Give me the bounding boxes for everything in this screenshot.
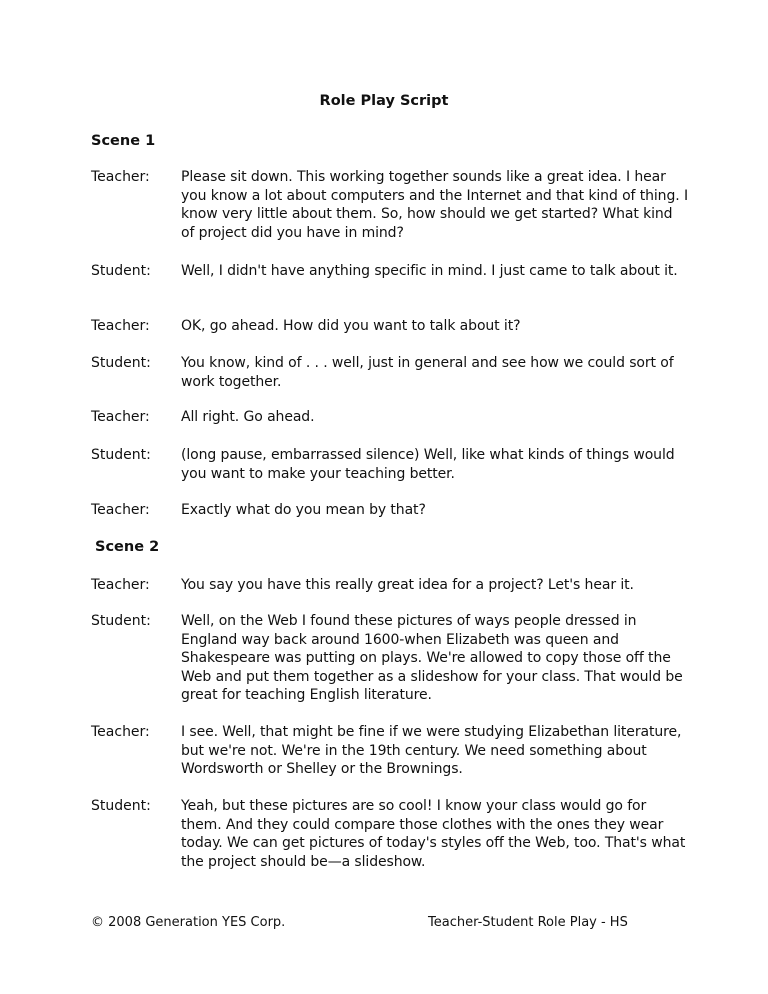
speaker-label: Teacher: bbox=[91, 409, 150, 425]
footer-document-label: Teacher-Student Role Play - HS bbox=[428, 915, 628, 930]
speaker-label: Student: bbox=[91, 263, 151, 279]
speech-text: (long pause, embarrassed silence) Well, like what kinds of things would you want to make your teaching better. bbox=[181, 447, 675, 482]
speech-text: I see. Well, that might be fine if we were studying Elizabethan literature, but we're not. We're in the 19th century. We need something about Wordsworth or Shelley or the Brownings. bbox=[181, 724, 682, 777]
speaker-label: Teacher: bbox=[91, 318, 150, 334]
speaker-label: Student: bbox=[91, 798, 151, 814]
speech-text: You know, kind of . . . well, just in general and see how we could sort of work together. bbox=[181, 355, 674, 390]
speech-text: OK, go ahead. How did you want to talk about it? bbox=[181, 318, 521, 334]
speech-text: Well, on the Web I found these pictures of ways people dressed in England way back around 1600-when Elizabeth was queen and Shakespeare was putting on plays. We're allowed to copy those off the Web and put them together as a slideshow for your class. That would be great for teaching English literature. bbox=[181, 613, 683, 703]
speaker-label: Teacher: bbox=[91, 577, 150, 593]
speaker-label: Student: bbox=[91, 613, 151, 629]
scene-1-heading: Scene 1 bbox=[91, 133, 156, 149]
speaker-label: Teacher: bbox=[91, 724, 150, 740]
speech-text: Please sit down. This working together sounds like a great idea. I hear you know a lot about computers and the Internet and that kind of thing. I know very little about them. So, how should we get started? What kind of project did you have in mind? bbox=[181, 169, 688, 241]
speech-text: You say you have this really great idea for a project? Let's hear it. bbox=[181, 577, 634, 593]
speech-text: Exactly what do you mean by that? bbox=[181, 502, 426, 518]
speaker-label: Student: bbox=[91, 355, 151, 371]
scene-2-heading: Scene 2 bbox=[95, 539, 160, 555]
speech-text: All right. Go ahead. bbox=[181, 409, 315, 425]
speaker-label: Teacher: bbox=[91, 169, 150, 185]
speaker-label: Teacher: bbox=[91, 502, 150, 518]
footer-copyright: © 2008 Generation YES Corp. bbox=[91, 915, 286, 930]
speaker-label: Student: bbox=[91, 447, 151, 463]
speech-text: Well, I didn't have anything specific in mind. I just came to talk about it. bbox=[181, 263, 678, 279]
speech-text: Yeah, but these pictures are so cool! I know your class would go for them. And they could compare those clothes with the ones they wear today. We can get pictures of today's styles off the Web, too. That's what the project should be—a slideshow. bbox=[181, 798, 686, 870]
document-title: Role Play Script bbox=[319, 93, 449, 109]
